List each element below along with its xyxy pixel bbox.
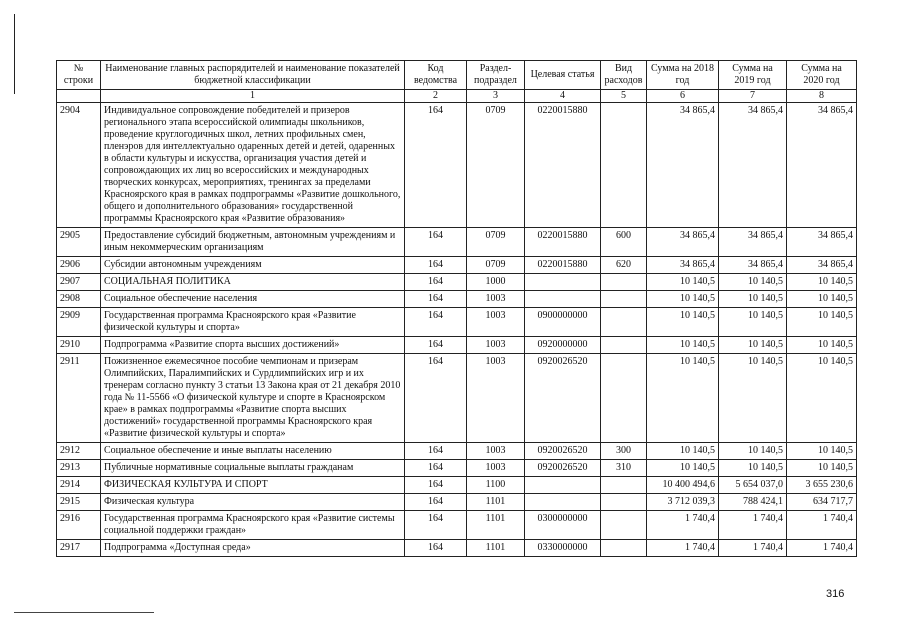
table-row	[57, 103, 857, 228]
row-number-cell: 2909	[57, 308, 101, 337]
column-number	[57, 90, 101, 103]
row-number-cell: 2917	[57, 540, 101, 557]
sum-2020-cell: 34 865,4	[787, 257, 857, 274]
sum-2018-cell: 34 865,4	[647, 103, 719, 228]
table-row	[57, 460, 857, 477]
section-cell: 1003	[467, 354, 525, 443]
target-article-cell	[525, 274, 601, 291]
sum-2019-cell: 5 654 037,0	[719, 477, 787, 494]
row-name-cell: Государственная программа Красноярского края «Развитие физической культуры и спорта»	[101, 308, 405, 337]
department-code-cell: 164	[405, 337, 467, 354]
section-cell: 1003	[467, 337, 525, 354]
sum-2018-cell: 10 140,5	[647, 337, 719, 354]
header-section: Раздел-подраздел	[467, 61, 525, 90]
page-number: 316	[826, 588, 845, 600]
expense-type-cell: 620	[601, 257, 647, 274]
section-cell: 0709	[467, 103, 525, 228]
target-article-cell: 0900000000	[525, 308, 601, 337]
row-number-cell: 2911	[57, 354, 101, 443]
header-expense-type: Вид расходов	[601, 61, 647, 90]
section-cell: 1003	[467, 291, 525, 308]
row-name-cell: Социальное обеспечение и иные выплаты населению	[101, 443, 405, 460]
target-article-cell: 0330000000	[525, 540, 601, 557]
row-number-cell: 2906	[57, 257, 101, 274]
expense-type-cell	[601, 354, 647, 443]
row-name-cell: Государственная программа Красноярского края «Развитие системы социальной поддержки граждан»	[101, 511, 405, 540]
sum-2020-cell: 10 140,5	[787, 460, 857, 477]
sum-2020-cell: 10 140,5	[787, 354, 857, 443]
expense-type-cell	[601, 494, 647, 511]
sum-2020-cell: 3 655 230,6	[787, 477, 857, 494]
target-article-cell: 0920000000	[525, 337, 601, 354]
row-number-cell: 2914	[57, 477, 101, 494]
row-name-cell: Подпрограмма «Доступная среда»	[101, 540, 405, 557]
expense-type-cell: 600	[601, 228, 647, 257]
table-row	[57, 257, 857, 274]
sum-2019-cell: 788 424,1	[719, 494, 787, 511]
row-number-cell: 2915	[57, 494, 101, 511]
column-number: 1	[101, 90, 405, 103]
table-row	[57, 494, 857, 511]
sum-2020-cell: 10 140,5	[787, 308, 857, 337]
expense-type-cell	[601, 103, 647, 228]
department-code-cell: 164	[405, 443, 467, 460]
sum-2018-cell: 10 140,5	[647, 308, 719, 337]
sum-2019-cell: 1 740,4	[719, 540, 787, 557]
row-name-cell: Субсидии автономным учреждениям	[101, 257, 405, 274]
header-name: Наименование главных распорядителей и наименование показателей бюджетной классификации	[101, 61, 405, 90]
target-article-cell: 0920026520	[525, 460, 601, 477]
department-code-cell: 164	[405, 308, 467, 337]
footer-rule	[14, 612, 154, 613]
left-margin-rule	[14, 14, 15, 94]
row-name-cell: ФИЗИЧЕСКАЯ КУЛЬТУРА И СПОРТ	[101, 477, 405, 494]
department-code-cell: 164	[405, 257, 467, 274]
row-number-cell: 2907	[57, 274, 101, 291]
sum-2019-cell: 10 140,5	[719, 354, 787, 443]
row-name-cell: Физическая культура	[101, 494, 405, 511]
column-number: 7	[719, 90, 787, 103]
department-code-cell: 164	[405, 511, 467, 540]
target-article-cell: 0300000000	[525, 511, 601, 540]
table-row	[57, 291, 857, 308]
section-cell: 1101	[467, 511, 525, 540]
row-number-cell: 2912	[57, 443, 101, 460]
sum-2020-cell: 10 140,5	[787, 443, 857, 460]
section-cell: 1003	[467, 308, 525, 337]
table-row	[57, 308, 857, 337]
row-number-cell: 2908	[57, 291, 101, 308]
section-cell: 1101	[467, 540, 525, 557]
sum-2019-cell: 10 140,5	[719, 308, 787, 337]
column-number: 2	[405, 90, 467, 103]
expense-type-cell	[601, 477, 647, 494]
column-number: 4	[525, 90, 601, 103]
expense-type-cell	[601, 540, 647, 557]
sum-2018-cell: 1 740,4	[647, 540, 719, 557]
expense-type-cell	[601, 308, 647, 337]
header-sum-2020: Сумма на 2020 год	[787, 61, 857, 90]
row-name-cell: Предоставление субсидий бюджетным, автономным учреждениям и иным некоммерческим организациям	[101, 228, 405, 257]
sum-2018-cell: 1 740,4	[647, 511, 719, 540]
expense-type-cell	[601, 274, 647, 291]
sum-2018-cell: 34 865,4	[647, 257, 719, 274]
table-row	[57, 337, 857, 354]
expense-type-cell	[601, 291, 647, 308]
sum-2018-cell: 10 140,5	[647, 443, 719, 460]
row-name-cell: СОЦИАЛЬНАЯ ПОЛИТИКА	[101, 274, 405, 291]
target-article-cell: 0920026520	[525, 354, 601, 443]
sum-2019-cell: 10 140,5	[719, 274, 787, 291]
row-name-cell: Социальное обеспечение населения	[101, 291, 405, 308]
target-article-cell	[525, 494, 601, 511]
sum-2020-cell: 34 865,4	[787, 228, 857, 257]
table-row	[57, 443, 857, 460]
column-number: 8	[787, 90, 857, 103]
table-row	[57, 354, 857, 443]
expense-type-cell	[601, 511, 647, 540]
expense-type-cell: 300	[601, 443, 647, 460]
expense-type-cell	[601, 337, 647, 354]
target-article-cell	[525, 477, 601, 494]
sum-2020-cell: 34 865,4	[787, 103, 857, 228]
sum-2019-cell: 34 865,4	[719, 228, 787, 257]
sum-2020-cell: 634 717,7	[787, 494, 857, 511]
budget-table	[56, 60, 857, 557]
section-cell: 0709	[467, 228, 525, 257]
sum-2019-cell: 34 865,4	[719, 103, 787, 228]
document-page	[56, 60, 856, 557]
sum-2019-cell: 10 140,5	[719, 443, 787, 460]
sum-2019-cell: 1 740,4	[719, 511, 787, 540]
column-number: 3	[467, 90, 525, 103]
row-number-cell: 2916	[57, 511, 101, 540]
sum-2018-cell: 10 140,5	[647, 291, 719, 308]
target-article-cell	[525, 291, 601, 308]
row-name-cell: Подпрограмма «Развитие спорта высших достижений»	[101, 337, 405, 354]
department-code-cell: 164	[405, 354, 467, 443]
section-cell: 1100	[467, 477, 525, 494]
sum-2018-cell: 10 140,5	[647, 460, 719, 477]
sum-2019-cell: 34 865,4	[719, 257, 787, 274]
row-name-cell: Пожизненное ежемесячное пособие чемпионам и призерам Олимпийских, Паралимпийских и Сурдлимпийских игр и их тренерам согласно пункту 3 статьи 13 Закона края от 21 декабря 2010 года № 11-5566 «О физической культуре и спорте в Красноярском крае» в рамках подпрограммы «Развитие спорта высших достижений» государственной программы Красноярского края «Развитие физической культуры и спорта»	[101, 354, 405, 443]
department-code-cell: 164	[405, 103, 467, 228]
department-code-cell: 164	[405, 460, 467, 477]
section-cell: 1000	[467, 274, 525, 291]
section-cell: 0709	[467, 257, 525, 274]
department-code-cell: 164	[405, 274, 467, 291]
department-code-cell: 164	[405, 291, 467, 308]
department-code-cell: 164	[405, 228, 467, 257]
sum-2018-cell: 10 140,5	[647, 274, 719, 291]
table-row	[57, 511, 857, 540]
row-number-cell: 2910	[57, 337, 101, 354]
table-row	[57, 540, 857, 557]
department-code-cell: 164	[405, 477, 467, 494]
table-header-row	[57, 61, 857, 90]
sum-2019-cell: 10 140,5	[719, 291, 787, 308]
sum-2020-cell: 10 140,5	[787, 291, 857, 308]
section-cell: 1003	[467, 460, 525, 477]
target-article-cell: 0920026520	[525, 443, 601, 460]
target-article-cell: 0220015880	[525, 257, 601, 274]
header-target-article: Целевая статья	[525, 61, 601, 90]
target-article-cell: 0220015880	[525, 228, 601, 257]
expense-type-cell: 310	[601, 460, 647, 477]
header-department-code: Код ведомства	[405, 61, 467, 90]
row-number-cell: 2913	[57, 460, 101, 477]
column-number: 5	[601, 90, 647, 103]
sum-2018-cell: 10 140,5	[647, 354, 719, 443]
target-article-cell: 0220015880	[525, 103, 601, 228]
sum-2019-cell: 10 140,5	[719, 460, 787, 477]
header-sum-2019: Сумма на 2019 год	[719, 61, 787, 90]
column-number: 6	[647, 90, 719, 103]
table-row	[57, 274, 857, 291]
row-name-cell: Публичные нормативные социальные выплаты гражданам	[101, 460, 405, 477]
row-number-cell: 2904	[57, 103, 101, 228]
sum-2018-cell: 3 712 039,3	[647, 494, 719, 511]
sum-2019-cell: 10 140,5	[719, 337, 787, 354]
row-number-cell: 2905	[57, 228, 101, 257]
row-name-cell: Индивидуальное сопровождение победителей и призеров регионального этапа всероссийской олимпиады школьников, проведение круглогодичных школ, летних профильных смен, пленэров для интеллектуально одаренных детей и детей, одаренных в области культуры и искусства, организация участия детей и сопровождающих их лиц во всероссийских и международных творческих конкурсах, мероприятиях, тренингах за пределами Красноярского края в рамках подпрограммы «Развитие дошкольного, общего и дополнительного образования» государственной программы Красноярского края «Развитие образования»	[101, 103, 405, 228]
section-cell: 1003	[467, 443, 525, 460]
department-code-cell: 164	[405, 540, 467, 557]
sum-2020-cell: 10 140,5	[787, 274, 857, 291]
sum-2020-cell: 1 740,4	[787, 540, 857, 557]
header-row-number: № строки	[57, 61, 101, 90]
sum-2020-cell: 10 140,5	[787, 337, 857, 354]
department-code-cell: 164	[405, 494, 467, 511]
column-number-row	[57, 90, 857, 103]
table-row	[57, 228, 857, 257]
sum-2018-cell: 10 400 494,6	[647, 477, 719, 494]
sum-2018-cell: 34 865,4	[647, 228, 719, 257]
table-row	[57, 477, 857, 494]
table-body	[57, 103, 857, 557]
header-sum-2018: Сумма на 2018 год	[647, 61, 719, 90]
section-cell: 1101	[467, 494, 525, 511]
sum-2020-cell: 1 740,4	[787, 511, 857, 540]
